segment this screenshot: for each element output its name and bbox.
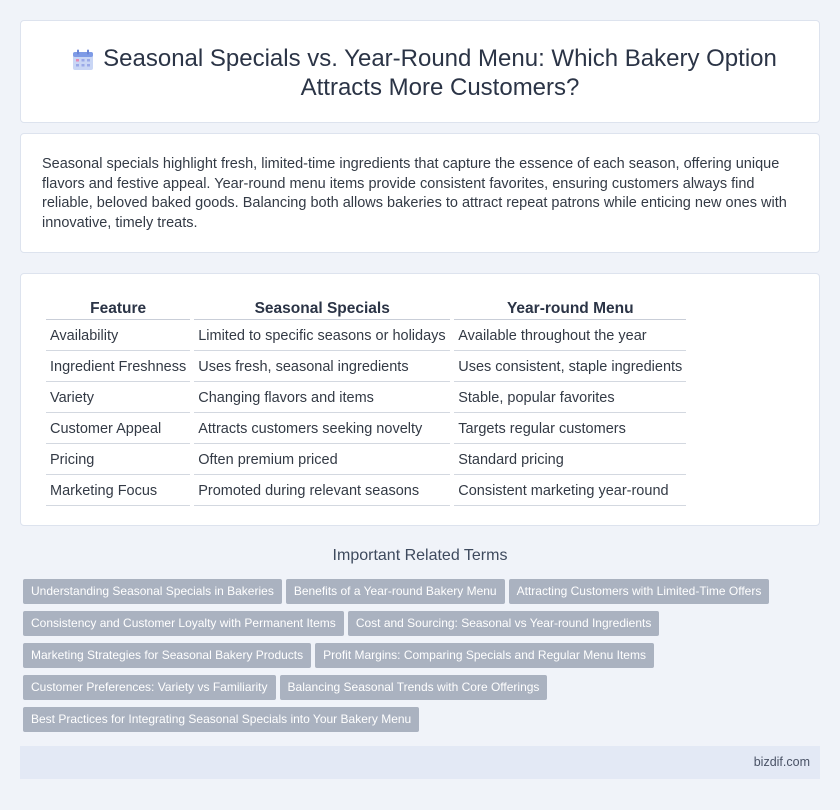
intro-card — [20, 133, 820, 253]
column-header: Year-round Menu — [454, 300, 686, 320]
column-header: Feature — [46, 300, 190, 320]
related-term-link[interactable]: Attracting Customers with Limited-Time Offers — [509, 579, 770, 604]
related-term-link[interactable]: Cost and Sourcing: Seasonal vs Year-round Ingredients — [348, 611, 660, 636]
table-cell: Promoted during relevant seasons — [194, 477, 450, 506]
related-term-link[interactable]: Best Practices for Integrating Seasonal Specials into Your Bakery Menu — [23, 707, 419, 732]
table-cell: Variety — [46, 384, 190, 413]
title-card — [20, 20, 820, 123]
table-cell: Availability — [46, 322, 190, 351]
table-cell: Targets regular customers — [454, 415, 686, 444]
table-cell: Pricing — [46, 446, 190, 475]
table-row — [46, 353, 686, 382]
table-cell: Ingredient Freshness — [46, 353, 190, 382]
related-term-link[interactable]: Balancing Seasonal Trends with Core Offerings — [280, 675, 548, 700]
table-cell: Changing flavors and items — [194, 384, 450, 413]
table-cell: Uses consistent, staple ingredients — [454, 353, 686, 382]
related-term-link[interactable]: Profit Margins: Comparing Specials and Regular Menu Items — [315, 643, 654, 668]
table-cell: Stable, popular favorites — [454, 384, 686, 413]
table-cell: Attracts customers seeking novelty — [194, 415, 450, 444]
related-terms-list — [23, 579, 823, 739]
related-terms-heading: Important Related Terms — [332, 547, 508, 564]
table-row — [46, 446, 686, 475]
footer — [20, 746, 820, 779]
table-header-row — [46, 300, 686, 320]
page-title: Seasonal Specials vs. Year-Round Menu: Which Bakery Option Attracts More Customers? — [103, 45, 777, 101]
table-row — [46, 415, 686, 444]
table-cell: Often premium priced — [194, 446, 450, 475]
table-cell: Standard pricing — [454, 446, 686, 475]
related-term-link[interactable]: Benefits of a Year-round Bakery Menu — [286, 579, 505, 604]
column-header: Seasonal Specials — [194, 300, 450, 320]
table-cell: Marketing Focus — [46, 477, 190, 506]
related-term-link[interactable]: Customer Preferences: Variety vs Familiarity — [23, 675, 276, 700]
table-row — [46, 322, 686, 351]
table-row — [46, 477, 686, 506]
table-cell: Available throughout the year — [454, 322, 686, 351]
table-row — [46, 384, 686, 413]
site-credit[interactable]: bizdif.com — [753, 755, 810, 769]
table-cell: Uses fresh, seasonal ingredients — [194, 353, 450, 382]
related-term-link[interactable]: Marketing Strategies for Seasonal Bakery Products — [23, 643, 311, 668]
table-cell: Limited to specific seasons or holidays — [194, 322, 450, 351]
related-term-link[interactable]: Consistency and Customer Loyalty with Permanent Items — [23, 611, 344, 636]
comparison-card — [20, 273, 820, 526]
table-cell: Consistent marketing year-round — [454, 477, 686, 506]
related-term-link[interactable]: Understanding Seasonal Specials in Bakeries — [23, 579, 282, 604]
intro-paragraph: Seasonal specials highlight fresh, limited-time ingredients that capture the essence of each season, offering unique flavors and festive appeal. Year-round menu items provide consistent favorites, ensuring customers always find reliable, beloved baked goods. Balancing both allows bakeries to attract repeat patrons while enticing new ones with innovative, timely treats. — [42, 156, 787, 231]
comparison-table — [42, 298, 690, 508]
table-cell: Customer Appeal — [46, 415, 190, 444]
